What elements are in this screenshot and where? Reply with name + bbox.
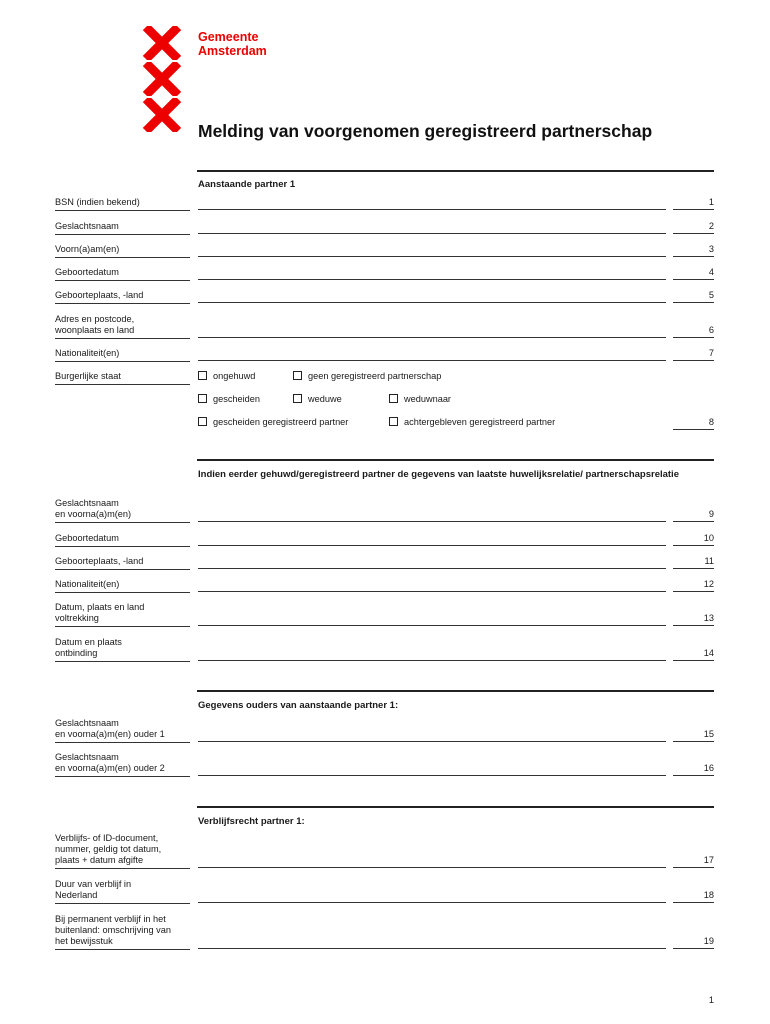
field-input-line[interactable] <box>198 867 666 868</box>
field-number: 7 <box>708 348 714 358</box>
option-achtergebleven[interactable] <box>389 417 555 428</box>
field-number: 12 <box>703 579 714 589</box>
label-text: plaats + datum afgifte <box>55 855 144 865</box>
label-text: Geslachtsnaam <box>55 221 119 231</box>
field-input-line[interactable] <box>198 256 666 257</box>
field-number: 10 <box>703 533 714 543</box>
section-heading-partner1: Aanstaande partner 1 <box>198 179 296 190</box>
field-number-line <box>673 209 714 210</box>
option-gescheiden[interactable] <box>198 394 260 405</box>
field-number: 4 <box>708 267 714 277</box>
field-number-line <box>673 360 714 361</box>
field-number: 1 <box>708 197 714 207</box>
label-text: woonplaats en land <box>55 325 135 335</box>
label-text: Geslachtsnaam <box>55 718 119 728</box>
field-number-line <box>673 429 714 430</box>
option-label: ongehuwd <box>213 371 256 381</box>
field-label <box>55 314 190 339</box>
label-text: Duur van verblijf in <box>55 879 132 889</box>
field-label <box>55 348 190 362</box>
section-divider <box>197 690 714 692</box>
field-label <box>55 371 190 385</box>
field-input-line[interactable] <box>198 775 666 776</box>
field-label <box>55 637 190 662</box>
field-label <box>55 579 190 593</box>
field-number-line <box>673 568 714 569</box>
checkbox-icon[interactable] <box>293 394 302 403</box>
label-text: voltrekking <box>55 613 99 623</box>
field-number: 18 <box>703 890 714 900</box>
field-input-line[interactable] <box>198 591 666 592</box>
checkbox-icon[interactable] <box>198 417 207 426</box>
field-label <box>55 556 190 570</box>
field-input-line[interactable] <box>198 948 666 949</box>
section-heading-residence: Verblijfsrecht partner 1: <box>198 816 305 827</box>
field-label <box>55 197 190 211</box>
field-label <box>55 914 190 950</box>
brand-line-2: Amsterdam <box>198 44 267 58</box>
field-label <box>55 602 190 627</box>
field-label <box>55 533 190 547</box>
field-number: 2 <box>708 221 714 231</box>
label-text: BSN (indien bekend) <box>55 197 140 207</box>
option-label: weduwe <box>308 394 342 404</box>
option-weduwnaar[interactable] <box>389 394 451 405</box>
checkbox-icon[interactable] <box>198 371 207 380</box>
field-number: 16 <box>703 763 714 773</box>
field-input-line[interactable] <box>198 660 666 661</box>
label-text: Geboortedatum <box>55 533 119 543</box>
field-number-line <box>673 256 714 257</box>
label-text: Nationaliteit(en) <box>55 348 120 358</box>
label-text: Geboorteplaats, -land <box>55 290 144 300</box>
option-label: gescheiden geregistreerd partner <box>213 417 349 427</box>
checkbox-icon[interactable] <box>389 394 398 403</box>
field-label <box>55 290 190 304</box>
field-number-line <box>673 233 714 234</box>
field-number: 3 <box>708 244 714 254</box>
field-number: 14 <box>703 648 714 658</box>
field-number: 8 <box>708 417 714 427</box>
label-text: Geboortedatum <box>55 267 119 277</box>
brand-line-1: Gemeente <box>198 30 259 44</box>
label-text: Burgerlijke staat <box>55 371 121 381</box>
field-number-line <box>673 279 714 280</box>
label-text: Bij permanent verblijf in het <box>55 914 166 924</box>
field-number: 17 <box>703 855 714 865</box>
document-title: Melding van voorgenomen geregistreerd partnerschap <box>198 121 653 141</box>
field-input-line[interactable] <box>198 625 666 626</box>
field-number-line <box>673 741 714 742</box>
cross-icon <box>142 26 182 60</box>
field-input-line[interactable] <box>198 337 666 338</box>
checkbox-icon[interactable] <box>198 394 207 403</box>
field-number-line <box>673 775 714 776</box>
field-number: 6 <box>708 325 714 335</box>
field-input-line[interactable] <box>198 209 666 210</box>
option-gescheiden-geregistreerd[interactable] <box>198 417 348 428</box>
field-label <box>55 833 190 869</box>
section-heading-parents: Gegevens ouders van aanstaande partner 1: <box>198 700 399 711</box>
label-text: buitenland: omschrijving van <box>55 925 171 935</box>
checkbox-icon[interactable] <box>389 417 398 426</box>
field-label <box>55 244 190 258</box>
field-label <box>55 879 190 904</box>
cross-icon <box>142 98 182 132</box>
field-number: 9 <box>708 509 714 519</box>
label-text: en voorna(a)m(en) ouder 1 <box>55 729 165 739</box>
section-heading-previous-relation: Indien eerder gehuwd/geregistreerd partner de gegevens van laatste huwelijksrelatie/ partnerschapsrelatie <box>198 469 679 480</box>
brand-name <box>198 30 267 58</box>
option-label: weduwnaar <box>404 394 451 404</box>
label-text: Adres en postcode, <box>55 314 135 324</box>
field-input-line[interactable] <box>198 545 666 546</box>
option-ongehuwd[interactable] <box>198 371 255 382</box>
field-number-line <box>673 948 714 949</box>
label-text: Nationaliteit(en) <box>55 579 120 589</box>
label-text: en voorna(a)m(en) ouder 2 <box>55 763 165 773</box>
field-label <box>55 498 190 523</box>
field-number-line <box>673 902 714 903</box>
field-number-line <box>673 591 714 592</box>
field-number: 15 <box>703 729 714 739</box>
section-divider <box>197 170 714 172</box>
cross-icon <box>142 62 182 96</box>
label-text: Geslachtsnaam <box>55 752 119 762</box>
label-text: Verblijfs- of ID-document, <box>55 833 159 843</box>
label-text: Datum en plaats <box>55 637 122 647</box>
field-input-line[interactable] <box>198 741 666 742</box>
field-number-line <box>673 660 714 661</box>
option-label: geen geregistreerd partnerschap <box>308 371 442 381</box>
field-input-line[interactable] <box>198 279 666 280</box>
section-divider <box>197 459 714 461</box>
field-number: 11 <box>704 556 714 566</box>
field-number-line <box>673 867 714 868</box>
field-label <box>55 267 190 281</box>
field-label <box>55 221 190 235</box>
checkbox-icon[interactable] <box>293 371 302 380</box>
label-text: ontbinding <box>55 648 98 658</box>
label-text: het bewijsstuk <box>55 936 113 946</box>
field-number-line <box>673 625 714 626</box>
field-label <box>55 718 190 743</box>
page-number: 1 <box>708 995 714 1005</box>
field-number: 13 <box>703 613 714 623</box>
field-number: 5 <box>708 290 714 300</box>
field-number: 19 <box>703 936 714 946</box>
field-number-line <box>673 521 714 522</box>
option-label: gescheiden <box>213 394 260 404</box>
field-number-line <box>673 302 714 303</box>
label-text: Datum, plaats en land <box>55 602 145 612</box>
option-weduwe[interactable] <box>293 394 342 405</box>
field-number-line <box>673 337 714 338</box>
option-label: achtergebleven geregistreerd partner <box>404 417 556 427</box>
field-input-line[interactable] <box>198 521 666 522</box>
field-input-line[interactable] <box>198 360 666 361</box>
field-input-line[interactable] <box>198 302 666 303</box>
label-text: Nederland <box>55 890 98 900</box>
label-text: en voorna(a)m(en) <box>55 509 132 519</box>
label-text: Geboorteplaats, -land <box>55 556 144 566</box>
field-label <box>55 752 190 777</box>
field-input-line[interactable] <box>198 902 666 903</box>
amsterdam-crosses-logo <box>142 26 184 134</box>
field-input-line[interactable] <box>198 568 666 569</box>
field-input-line[interactable] <box>198 233 666 234</box>
field-number-line <box>673 545 714 546</box>
section-divider <box>197 806 714 808</box>
option-geen-partnerschap[interactable] <box>293 371 441 382</box>
label-text: Geslachtsnaam <box>55 498 119 508</box>
label-text: Voorn(a)am(en) <box>55 244 120 254</box>
label-text: nummer, geldig tot datum, <box>55 844 162 854</box>
